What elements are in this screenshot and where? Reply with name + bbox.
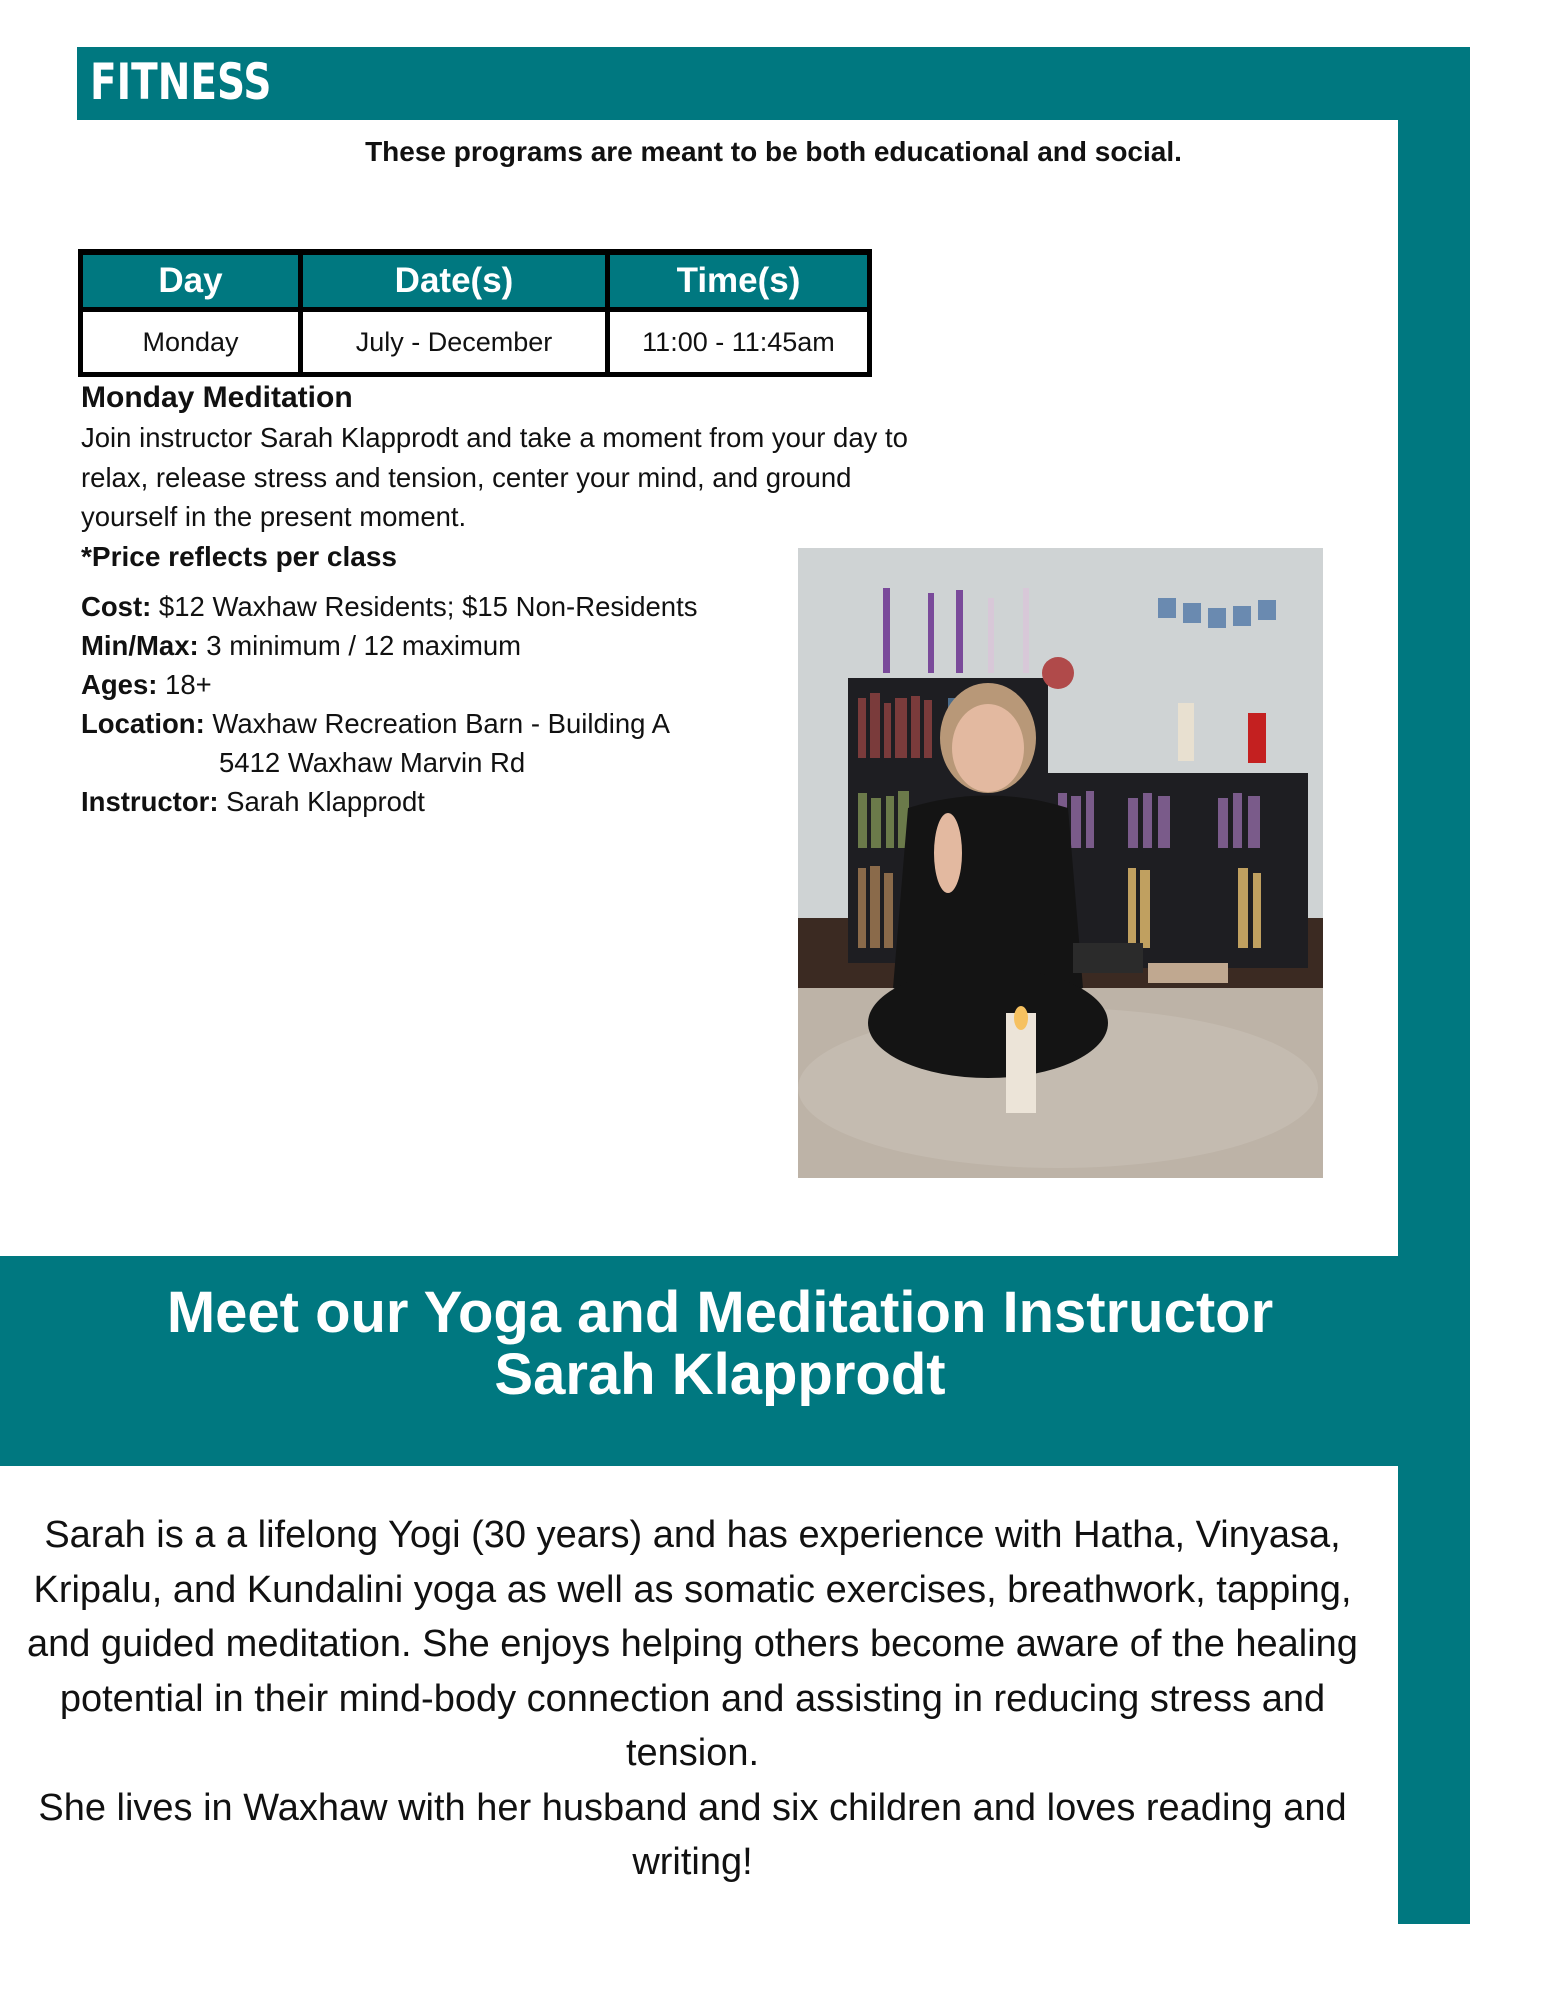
instructor-bio bbox=[20, 1508, 1365, 1890]
column-header-day: Day bbox=[81, 252, 301, 310]
schedule-table bbox=[78, 249, 872, 377]
bio-paragraph-2: She lives in Waxhaw with her husband and six children and loves reading and writing! bbox=[38, 1786, 1347, 1883]
header-bar bbox=[77, 47, 1470, 120]
table-header-row bbox=[81, 252, 870, 310]
location-value: Waxhaw Recreation Barn - Building A bbox=[212, 707, 670, 739]
column-header-dates: Date(s) bbox=[301, 252, 608, 310]
meet-instructor-title bbox=[0, 1282, 1440, 1406]
meet-title-line2: Sarah Klapprodt bbox=[494, 1342, 946, 1407]
cell-day: Monday bbox=[81, 310, 301, 375]
ages-label: Ages: bbox=[81, 668, 158, 700]
meet-instructor-banner bbox=[0, 1256, 1398, 1466]
minmax-line bbox=[81, 626, 921, 665]
minmax-value: 3 minimum / 12 maximum bbox=[206, 629, 522, 661]
program-info bbox=[81, 378, 921, 821]
instructor-value: Sarah Klapprodt bbox=[226, 785, 425, 817]
cost-label: Cost: bbox=[81, 590, 152, 622]
section-subtitle: These programs are meant to be both educational and social. bbox=[365, 136, 1182, 167]
cost-line bbox=[81, 587, 921, 626]
cell-dates: July - December bbox=[301, 310, 608, 375]
ages-value: 18+ bbox=[165, 668, 212, 700]
minmax-label: Min/Max: bbox=[81, 629, 199, 661]
cost-value: $12 Waxhaw Residents; $15 Non-Residents bbox=[158, 590, 698, 622]
ages-line bbox=[81, 665, 921, 704]
column-header-times: Time(s) bbox=[608, 252, 870, 310]
program-title: Monday Meditation bbox=[81, 381, 353, 414]
bio-paragraph-1: Sarah is a a lifelong Yogi (30 years) and has experience with Hatha, Vinyasa, Kripalu, and Kundalini yoga as well as somatic exercises, breathwork, tapping, and guided meditation. She enjoys helping others become aware of the healing potential in their mind-body connection and assisting in reducing stress and tension. bbox=[27, 1514, 1358, 1774]
program-description: Join instructor Sarah Klapprodt and take a moment from your day to relax, release stress and tension, center your mind, and ground yourself in the present moment. bbox=[81, 422, 908, 532]
instructor-line bbox=[81, 782, 921, 821]
price-note: *Price reflects per class bbox=[81, 540, 397, 572]
right-accent-stripe bbox=[1398, 120, 1470, 1924]
program-details bbox=[81, 587, 921, 821]
table-row bbox=[81, 310, 870, 375]
instructor-label: Instructor: bbox=[81, 785, 219, 817]
location-address: 5412 Waxhaw Marvin Rd bbox=[219, 746, 526, 778]
cell-times: 11:00 - 11:45am bbox=[608, 310, 870, 375]
section-title: FITNESS bbox=[90, 53, 272, 111]
location-label: Location: bbox=[81, 707, 205, 739]
location-line bbox=[81, 704, 921, 743]
instructor-photo bbox=[798, 548, 1323, 1178]
meet-title-line1: Meet our Yoga and Meditation Instructor bbox=[166, 1280, 1274, 1345]
